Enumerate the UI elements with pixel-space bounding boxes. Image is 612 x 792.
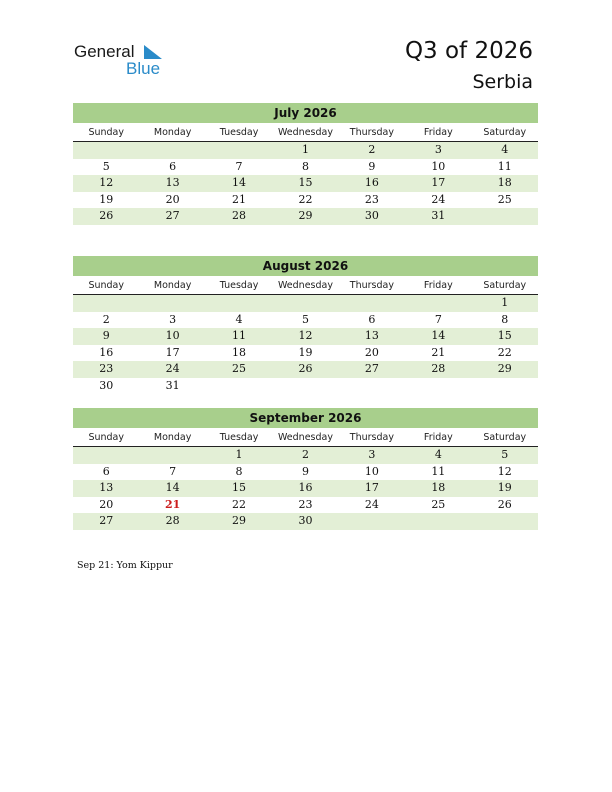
weekday-label: Friday [423, 280, 453, 291]
weekday-label: Sunday [88, 280, 124, 291]
day-cell [139, 142, 205, 159]
day-cell: 7 [434, 312, 442, 326]
month-title: September 2026 [73, 408, 538, 428]
day-cell: 28 [232, 209, 247, 223]
weekday-header-row [73, 276, 538, 295]
weekday-header-row [73, 123, 538, 142]
day-cell: 24 [431, 192, 446, 206]
weekday-header-row [73, 428, 538, 447]
day-cell: 23 [99, 362, 114, 376]
day-cell: 3 [434, 143, 442, 156]
day-cell [206, 378, 272, 395]
weekday-label: Wednesday [277, 432, 333, 443]
day-cell: 20 [165, 192, 180, 206]
day-cell: 14 [431, 329, 446, 343]
week-row [73, 361, 538, 378]
day-cell: 1 [301, 143, 309, 156]
day-cell: 15 [497, 329, 512, 343]
week-row [73, 378, 538, 395]
week-row [73, 295, 538, 312]
day-cell: 29 [497, 362, 512, 376]
day-cell: 25 [431, 497, 446, 511]
day-cell: 30 [298, 514, 313, 528]
weekday-label: Tuesday [219, 280, 259, 291]
day-cell: 11 [497, 159, 512, 173]
week-row [73, 312, 538, 329]
day-cell: 2 [368, 143, 376, 156]
day-cell: 11 [431, 464, 446, 478]
week-row [73, 159, 538, 176]
day-cell: 5 [102, 159, 110, 173]
day-cell: 26 [298, 362, 313, 376]
day-cell [139, 295, 205, 312]
weekday-label: Thursday [349, 280, 394, 291]
day-cell: 26 [497, 497, 512, 511]
day-cell: 15 [232, 481, 247, 495]
weekday-label: Monday [153, 280, 192, 291]
day-cell: 10 [431, 159, 446, 173]
logo-text-general: General [74, 42, 135, 61]
day-cell [206, 295, 272, 312]
day-cell: 18 [232, 345, 247, 359]
day-cell: 3 [368, 448, 376, 461]
day-cell: 18 [431, 481, 446, 495]
week-row [73, 480, 538, 497]
day-cell: 9 [102, 329, 110, 343]
day-cell [139, 447, 205, 464]
day-cell: 13 [99, 481, 114, 495]
weekday-label: Friday [423, 127, 453, 138]
holiday-notes [77, 560, 173, 571]
weekday-label: Saturday [483, 127, 527, 138]
day-cell [339, 513, 405, 530]
day-cell [405, 378, 471, 395]
day-cell: 25 [232, 362, 247, 376]
day-cell: 17 [165, 345, 180, 359]
month-calendar-july [73, 103, 538, 225]
day-cell: 13 [364, 329, 379, 343]
holiday-note: Sep 21: Yom Kippur [77, 560, 173, 571]
day-cell: 7 [235, 159, 243, 173]
day-cell: 22 [497, 345, 512, 359]
day-cell: 28 [431, 362, 446, 376]
holiday-day-cell: 21 [164, 497, 181, 511]
day-cell: 9 [301, 464, 309, 478]
weekday-label: Thursday [349, 432, 394, 443]
day-cell: 8 [235, 464, 243, 478]
day-cell: 7 [169, 464, 177, 478]
day-cell: 27 [99, 514, 114, 528]
day-cell: 1 [235, 448, 243, 461]
weekday-label: Sunday [88, 432, 124, 443]
country-name: Serbia [472, 71, 533, 93]
week-row [73, 142, 538, 159]
day-cell: 20 [364, 345, 379, 359]
day-cell: 3 [169, 312, 177, 326]
page-title: Q3 of 2026 [404, 38, 533, 64]
day-cell: 30 [364, 209, 379, 223]
week-row [73, 208, 538, 225]
weekday-label: Tuesday [219, 127, 259, 138]
week-row [73, 328, 538, 345]
day-cell: 6 [102, 464, 110, 478]
day-cell: 29 [232, 514, 247, 528]
day-cell: 22 [232, 497, 247, 511]
day-cell: 24 [364, 497, 379, 511]
week-row [73, 464, 538, 481]
weekday-label: Sunday [88, 127, 124, 138]
day-cell [472, 208, 538, 225]
month-title: August 2026 [73, 256, 538, 276]
day-cell: 19 [298, 345, 313, 359]
day-cell: 19 [99, 192, 114, 206]
day-cell: 4 [501, 143, 509, 156]
day-cell: 8 [301, 159, 309, 173]
weekday-label: Monday [153, 127, 192, 138]
day-cell [472, 378, 538, 395]
day-cell: 31 [431, 209, 446, 223]
logo [74, 42, 174, 78]
day-cell: 30 [99, 378, 114, 392]
week-row [73, 175, 538, 192]
day-cell: 19 [497, 481, 512, 495]
month-title: July 2026 [73, 103, 538, 123]
day-cell: 15 [298, 176, 313, 190]
weekday-label: Wednesday [277, 280, 333, 291]
day-cell: 4 [235, 312, 243, 326]
day-cell: 23 [298, 497, 313, 511]
day-cell: 6 [368, 312, 376, 326]
day-cell: 13 [165, 176, 180, 190]
day-cell: 23 [364, 192, 379, 206]
week-row [73, 192, 538, 209]
day-cell: 12 [298, 329, 313, 343]
day-cell: 21 [431, 345, 446, 359]
day-cell [405, 295, 471, 312]
day-cell: 31 [165, 378, 180, 392]
week-row [73, 345, 538, 362]
day-cell: 26 [99, 209, 114, 223]
day-cell: 5 [301, 312, 309, 326]
day-cell: 21 [232, 192, 247, 206]
week-row [73, 447, 538, 464]
day-cell: 24 [165, 362, 180, 376]
day-cell: 1 [501, 296, 509, 309]
day-cell [405, 513, 471, 530]
weekday-label: Wednesday [277, 127, 333, 138]
day-cell [339, 295, 405, 312]
day-cell: 9 [368, 159, 376, 173]
day-cell: 11 [232, 329, 247, 343]
week-row [73, 497, 538, 514]
day-cell: 16 [99, 345, 114, 359]
day-cell: 27 [364, 362, 379, 376]
month-calendar-september [73, 408, 538, 530]
day-cell: 20 [99, 497, 114, 511]
day-cell: 10 [364, 464, 379, 478]
day-cell: 18 [497, 176, 512, 190]
weekday-label: Saturday [483, 280, 527, 291]
day-cell: 6 [169, 159, 177, 173]
logo-text-blue: Blue [126, 59, 161, 78]
day-cell: 12 [497, 464, 512, 478]
day-cell: 12 [99, 176, 114, 190]
day-cell: 5 [501, 448, 509, 461]
day-cell: 29 [298, 209, 313, 223]
day-cell [206, 142, 272, 159]
day-cell: 16 [298, 481, 313, 495]
day-cell [73, 295, 139, 312]
week-row [73, 513, 538, 530]
day-cell: 2 [102, 312, 110, 326]
weekday-label: Monday [153, 432, 192, 443]
day-cell [339, 378, 405, 395]
weekday-label: Thursday [349, 127, 394, 138]
day-cell: 4 [434, 448, 442, 461]
day-cell: 17 [364, 481, 379, 495]
weekday-label: Tuesday [219, 432, 259, 443]
day-cell: 17 [431, 176, 446, 190]
day-cell: 8 [501, 312, 509, 326]
day-cell: 14 [232, 176, 247, 190]
day-cell: 14 [165, 481, 180, 495]
day-cell: 16 [364, 176, 379, 190]
day-cell [73, 447, 139, 464]
day-cell: 27 [165, 209, 180, 223]
weekday-label: Saturday [483, 432, 527, 443]
day-cell [272, 295, 338, 312]
day-cell [272, 378, 338, 395]
day-cell: 2 [301, 448, 309, 461]
day-cell: 22 [298, 192, 313, 206]
day-cell: 10 [165, 329, 180, 343]
day-cell [472, 513, 538, 530]
day-cell [73, 142, 139, 159]
day-cell: 28 [165, 514, 180, 528]
month-calendar-august [73, 256, 538, 395]
day-cell: 25 [497, 192, 512, 206]
weekday-label: Friday [423, 432, 453, 443]
